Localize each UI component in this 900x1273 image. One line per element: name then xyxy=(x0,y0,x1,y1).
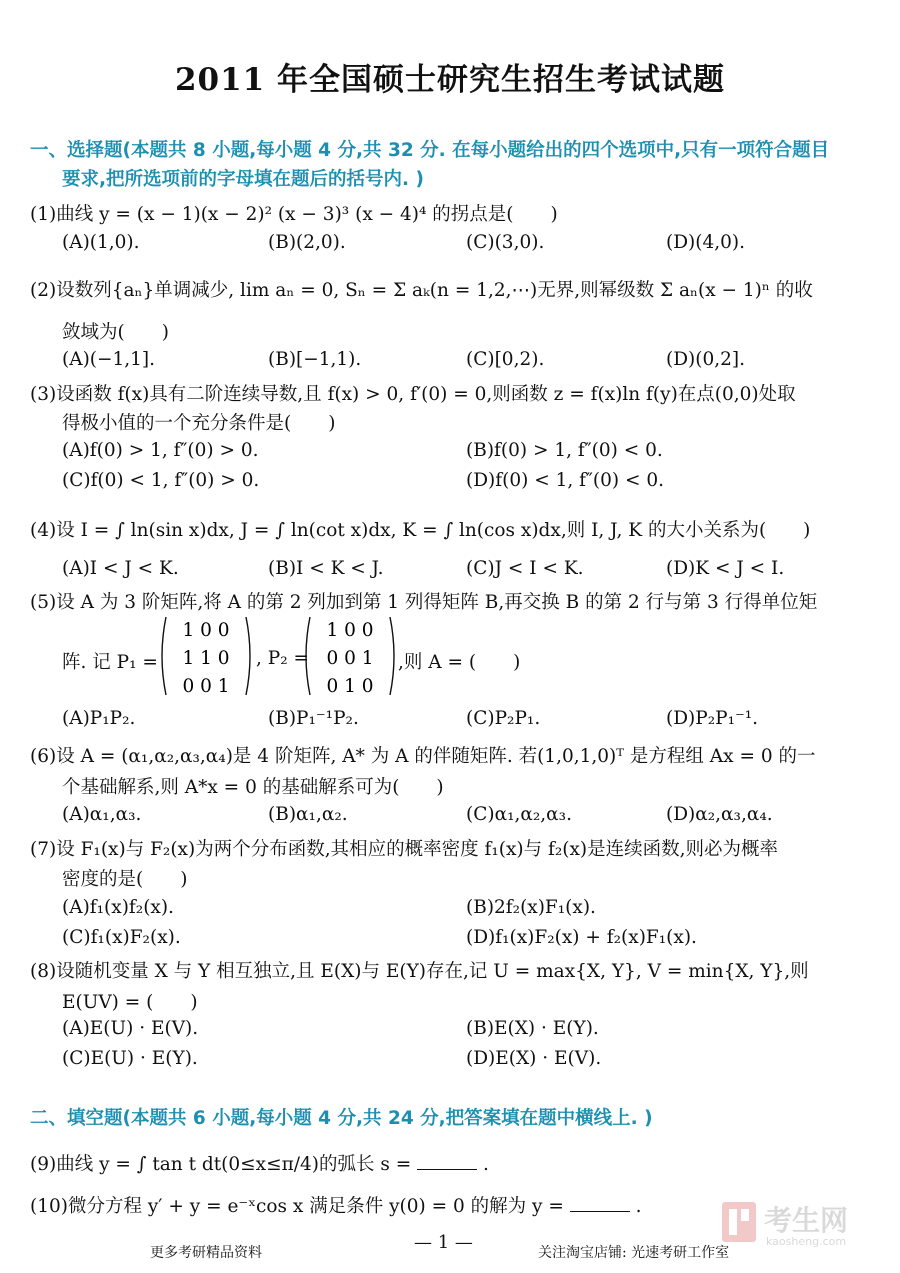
question-7-stem: (7)设 F₁(x)与 F₂(x)为两个分布函数,其相应的概率密度 f₁(x)与 f₂(x)是连续函数,则必为概率 xyxy=(30,839,778,860)
question-3-stem: (3)设函数 f(x)具有二阶连续导数,且 f(x) > 0, f′(0) = 0,则函数 z = f(x)ln f(y)在点(0,0)处取 xyxy=(30,384,796,405)
q6-option-c: (C)α₁,α₂,α₃. xyxy=(466,804,572,825)
matrix-p2-row2: 0 0 1 xyxy=(326,648,374,669)
matrix-p1-row2: 1 1 0 xyxy=(182,648,230,669)
matrix-p2 xyxy=(302,614,398,698)
question-6-stem-cont: 个基础解系,则 A*x = 0 的基础解系可为( ) xyxy=(62,777,444,798)
q1-option-b: (B)(2,0). xyxy=(268,232,346,253)
question-8-stem-cont: E(UV) = ( ) xyxy=(62,992,198,1013)
q3-option-a: (A)f(0) > 1, f″(0) > 0. xyxy=(62,440,259,461)
q2-option-d: (D)(0,2]. xyxy=(666,349,746,370)
kaosheng-watermark-logo xyxy=(720,1198,885,1248)
q4-option-d: (D)K < J < I. xyxy=(666,558,785,579)
question-5-p1-label: 阵. 记 P₁ = xyxy=(62,652,158,673)
page-number: — 1 — xyxy=(414,1232,473,1253)
q8-option-d: (D)E(X) · E(V). xyxy=(466,1048,602,1069)
q5-option-c: (C)P₂P₁. xyxy=(466,708,541,729)
question-5-p2-label: , P₂ = xyxy=(256,648,310,669)
question-9-end: . xyxy=(483,1154,489,1175)
q6-option-d: (D)α₂,α₃,α₄. xyxy=(666,804,773,825)
question-9-text: (9)曲线 y = ∫ tan t dt(0≤x≤π/4)的弧长 s = xyxy=(30,1154,412,1175)
q8-option-c: (C)E(U) · E(Y). xyxy=(62,1048,198,1069)
q4-option-c: (C)J < I < K. xyxy=(466,558,584,579)
question-2-stem: (2)设数列{aₙ}单调减少, lim aₙ = 0, Sₙ = Σ aₖ(n = 1,2,⋯)无界,则幂级数 Σ aₙ(x − 1)ⁿ 的收 xyxy=(30,280,813,301)
q4-option-b: (B)I < K < J. xyxy=(268,558,384,579)
q2-option-b: (B)[−1,1). xyxy=(268,349,362,370)
q5-option-b: (B)P₁⁻¹P₂. xyxy=(268,708,359,729)
matrix-p2-row1: 1 0 0 xyxy=(326,620,374,641)
question-4-stem: (4)设 I = ∫ ln(sin x)dx, J = ∫ ln(cot x)dx, K = ∫ ln(cos x)dx,则 I, J, K 的大小关系为( ) xyxy=(30,520,811,541)
matrix-p1 xyxy=(158,614,254,698)
q3-option-d: (D)f(0) < 1, f″(0) < 0. xyxy=(466,470,664,491)
q7-option-c: (C)f₁(x)F₂(x). xyxy=(62,927,181,948)
q7-option-a: (A)f₁(x)f₂(x). xyxy=(62,897,174,918)
section-choice-line2: 要求,把所选项前的字母填在题后的括号内. ) xyxy=(62,169,424,190)
answer-blank-10 xyxy=(570,1195,630,1212)
question-10-text: (10)微分方程 y′ + y = e⁻ˣcos x 满足条件 y(0) = 0 的解为 y = xyxy=(30,1196,564,1217)
question-9 xyxy=(30,1150,489,1176)
q7-option-d: (D)f₁(x)F₂(x) + f₂(x)F₁(x). xyxy=(466,927,697,948)
q5-option-a: (A)P₁P₂. xyxy=(62,708,136,729)
matrix-p1-row1: 1 0 0 xyxy=(182,620,230,641)
section-choice-line1: 一、选择题(本题共 8 小题,每小题 4 分,共 32 分. 在每小题给出的四个选项中,只有一项符合题目 xyxy=(30,140,830,161)
q8-option-b: (B)E(X) · E(Y). xyxy=(466,1018,599,1039)
q2-option-c: (C)[0,2). xyxy=(466,349,545,370)
question-6-stem: (6)设 A = (α₁,α₂,α₃,α₄)是 4 阶矩阵, A* 为 A 的伴随矩阵. 若(1,0,1,0)ᵀ 是方程组 Ax = 0 的一 xyxy=(30,746,816,767)
q1-option-d: (D)(4,0). xyxy=(666,232,746,253)
q6-option-a: (A)α₁,α₃. xyxy=(62,804,142,825)
q6-option-b: (B)α₁,α₂. xyxy=(268,804,348,825)
question-8-stem: (8)设随机变量 X 与 Y 相互独立,且 E(X)与 E(Y)存在,记 U = max{X, Y}, V = min{X, Y},则 xyxy=(30,961,809,982)
question-2-stem-cont: 敛域为( ) xyxy=(62,322,169,343)
footer-right: 关注淘宝店铺: 光速考研工作室 xyxy=(538,1245,730,1261)
logo-mark-icon xyxy=(722,1202,756,1242)
matrix-p1-row3: 0 0 1 xyxy=(182,676,230,697)
matrix-p2-row3: 0 1 0 xyxy=(326,676,374,697)
page-title: 2011 年全国硕士研究生招生考试试题 xyxy=(174,62,726,98)
question-5-stem-end: ,则 A = ( ) xyxy=(398,652,521,673)
q1-option-a: (A)(1,0). xyxy=(62,232,140,253)
question-10 xyxy=(30,1192,642,1218)
q1-option-c: (C)(3,0). xyxy=(466,232,545,253)
watermark-url: kaosheng.com xyxy=(766,1235,847,1248)
question-10-end: . xyxy=(635,1196,642,1217)
q7-option-b: (B)2f₂(x)F₁(x). xyxy=(466,897,596,918)
footer-left: 更多考研精品资料 xyxy=(150,1245,262,1261)
q3-option-c: (C)f(0) < 1, f″(0) > 0. xyxy=(62,470,260,491)
q2-option-a: (A)(−1,1]. xyxy=(62,349,156,370)
question-3-stem-cont: 得极小值的一个充分条件是( ) xyxy=(62,413,336,434)
question-7-stem-cont: 密度的是( ) xyxy=(62,869,188,890)
question-5-stem: (5)设 A 为 3 阶矩阵,将 A 的第 2 列加到第 1 列得矩阵 B,再交换 B 的第 2 行与第 3 行得单位矩 xyxy=(30,592,818,613)
answer-blank-9 xyxy=(417,1153,477,1170)
section-fill-header: 二、填空题(本题共 6 小题,每小题 4 分,共 24 分,把答案填在题中横线上. ) xyxy=(30,1108,653,1129)
section-choice-header xyxy=(30,136,875,194)
question-1-stem: (1)曲线 y = (x − 1)(x − 2)² (x − 3)³ (x − 4)⁴ 的拐点是( ) xyxy=(30,204,558,225)
q3-option-b: (B)f(0) > 1, f″(0) < 0. xyxy=(466,440,663,461)
q5-option-d: (D)P₂P₁⁻¹. xyxy=(666,708,759,729)
q8-option-a: (A)E(U) · E(V). xyxy=(62,1018,199,1039)
q4-option-a: (A)I < J < K. xyxy=(62,558,179,579)
watermark-cn: 考生网 xyxy=(764,1204,849,1237)
